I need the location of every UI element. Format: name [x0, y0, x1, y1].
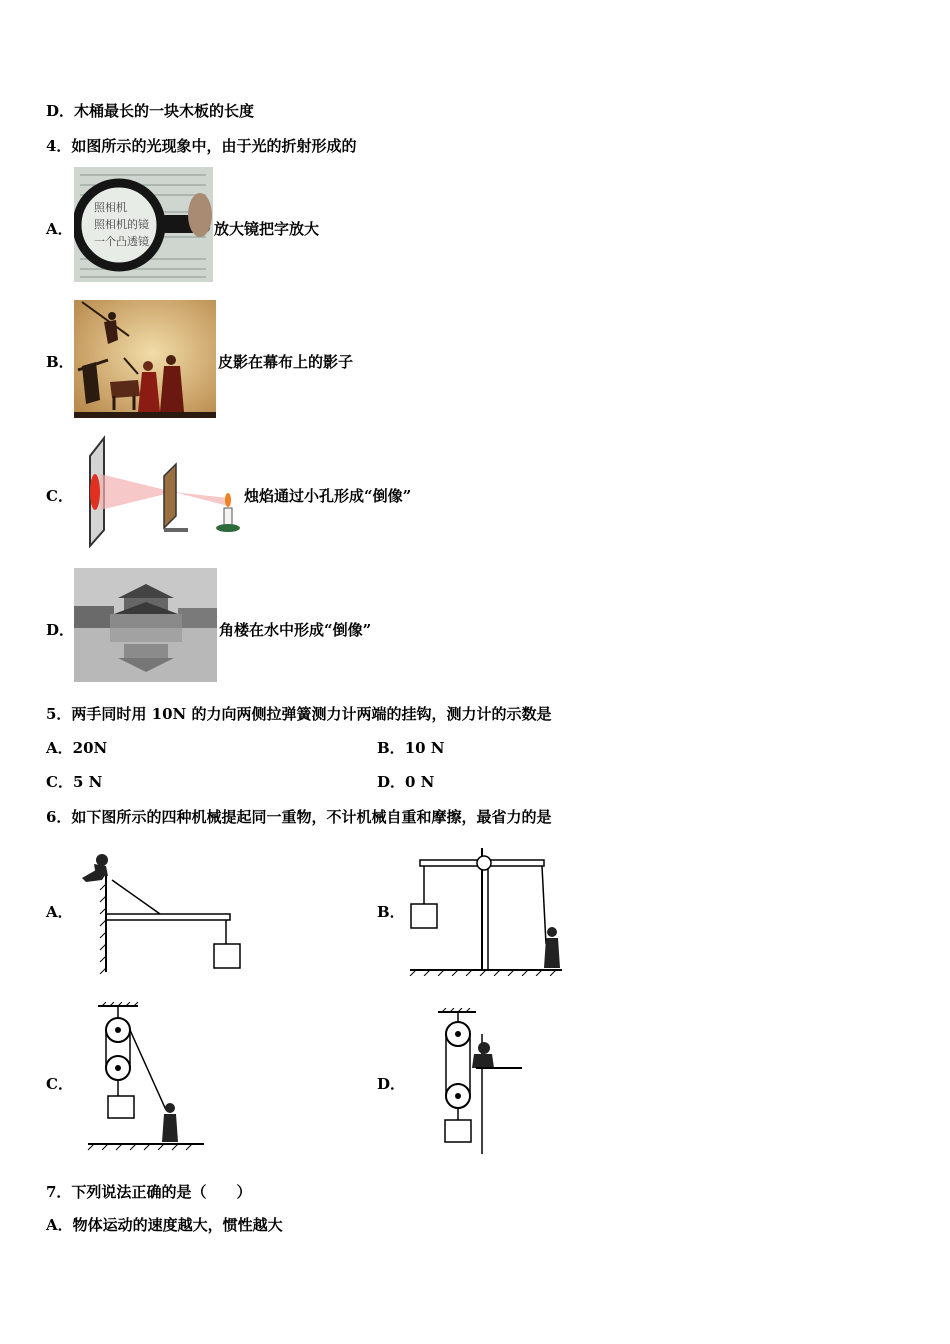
- q4-option-d-label: D．: [46, 621, 75, 639]
- pulley-diagram-d: [436, 1008, 526, 1156]
- pulley-diagram-c: [86, 1002, 206, 1152]
- q4-option-a-label: A．: [46, 220, 73, 238]
- q4-stem: 4．如图所示的光现象中，由于光的折射形成的: [46, 137, 357, 155]
- magnifier-text-2: 照相机的镜: [94, 218, 149, 231]
- q6-option-d-label: D．: [377, 1075, 406, 1093]
- q4-option-c-text: 烛焰通过小孔形成“倒像”: [244, 487, 412, 505]
- q5-option-a: A．20N: [46, 739, 108, 757]
- q4-option-d-text: 角楼在水中形成“倒像”: [219, 621, 372, 639]
- q4-option-b-label: B．: [46, 353, 74, 371]
- q5-option-c: C．5 N: [46, 773, 103, 791]
- magnifier-text-3: 一个凸透镜: [94, 235, 149, 248]
- pinhole-camera-diagram: [78, 434, 244, 548]
- q6-option-b-label: B．: [377, 903, 405, 921]
- magnifier-text-1: 照相机: [94, 201, 127, 214]
- q5-option-b: B．10 N: [377, 739, 445, 757]
- q7-stem: 7．下列说法正确的是（ ）: [46, 1183, 252, 1201]
- magnifier-image: [74, 167, 213, 282]
- q4-option-a-text: 放大镜把字放大: [214, 220, 320, 238]
- lever-diagram-b: [406, 844, 566, 976]
- q6-option-c-label: C．: [46, 1075, 73, 1093]
- corner-tower-image: [74, 568, 217, 682]
- q3-option-d: D．木桶最长的一块木板的长度: [46, 102, 255, 120]
- q4-option-b-text: 皮影在幕布上的影子: [218, 353, 354, 371]
- q7-option-a: A．物体运动的速度越大，惯性越大: [46, 1216, 283, 1234]
- q5-option-d: D．0 N: [377, 773, 435, 791]
- q4-option-c-label: C．: [46, 487, 73, 505]
- shadow-puppet-image: [74, 300, 216, 418]
- lever-diagram-a: [76, 850, 246, 974]
- q6-stem: 6．如下图所示的四种机械提起同一重物，不计机械自重和摩擦，最省力的是: [46, 808, 552, 826]
- q5-stem: 5．两手同时用 10N 的力向两侧拉弹簧测力计两端的挂钩，测力计的示数是: [46, 705, 552, 723]
- q6-option-a-label: A．: [46, 903, 73, 921]
